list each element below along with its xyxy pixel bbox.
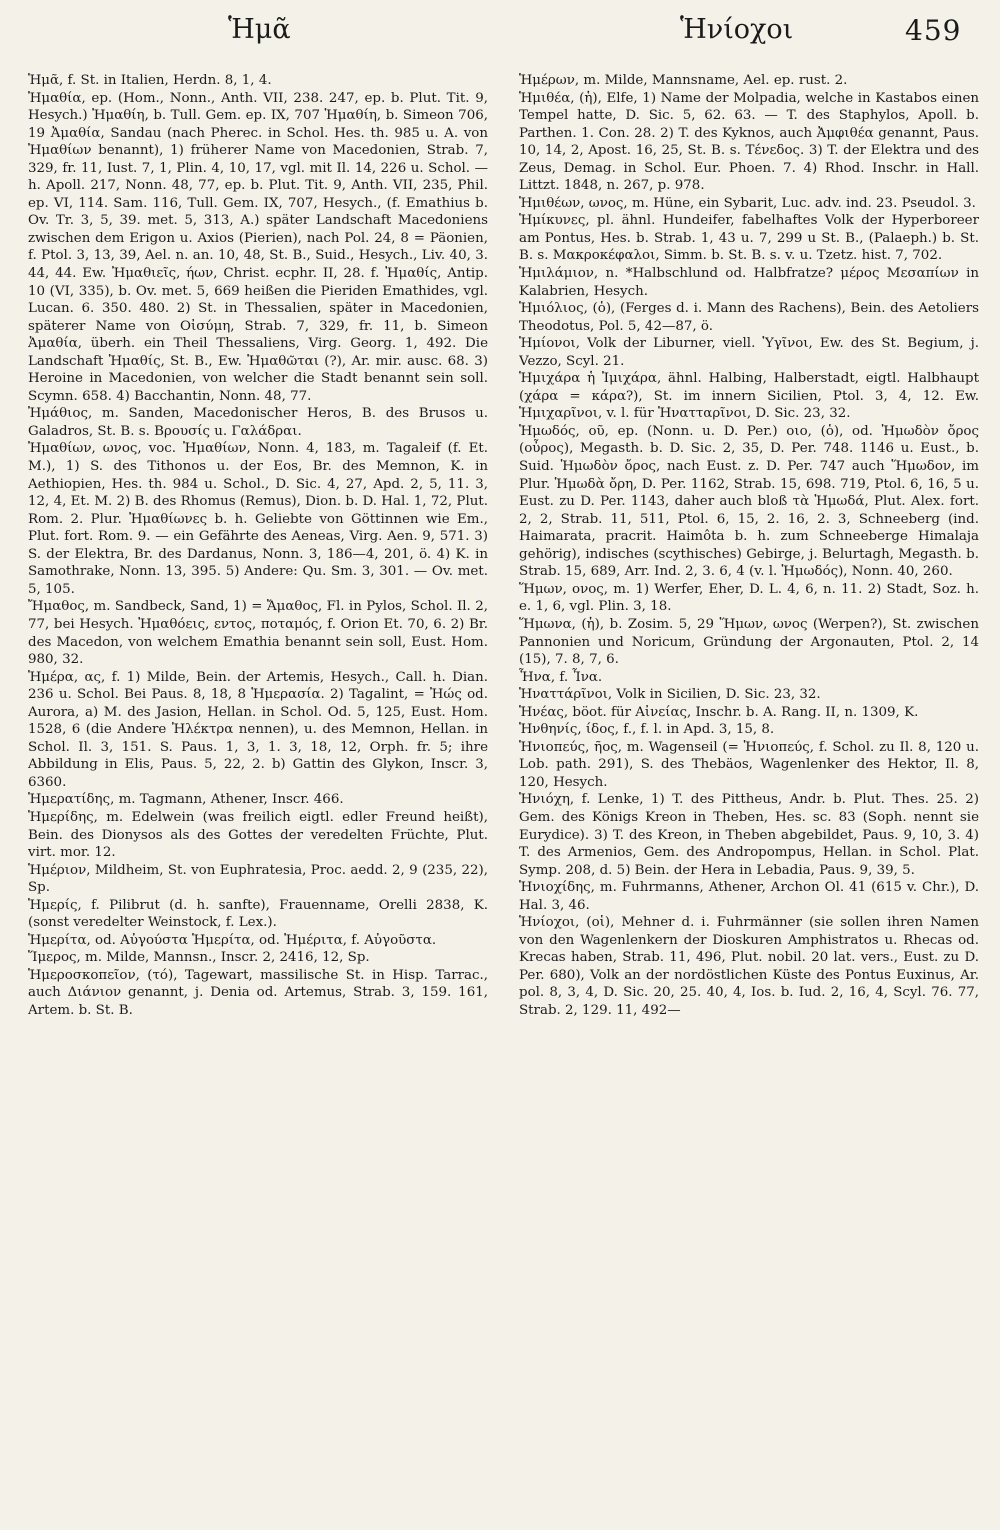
entry: Ἡμίονοι, Volk der Liburner, viell. Ὑγῖνοι, Ew. des St. Begium, j. Vezzo, Scyl. 21. — [519, 336, 979, 369]
entry: Ἡνθηνίς, ίδος, f., f. l. in Apd. 3, 15, 8. — [519, 722, 775, 738]
running-head-left: Ἡμᾶ — [228, 14, 291, 45]
entry: Ἡνιοχίδης, m. Fuhrmanns, Athener, Archon Ol. 41 (615 v. Chr.), D. Hal. 3, 46. — [519, 880, 979, 913]
entry: Ἵμερος, m. Milde, Mannsn., Inscr. 2, 2416, 12, Sp. — [28, 950, 370, 966]
entry: Ἥμωνα, (ἡ), b. Zosim. 5, 29 Ἥμων, ωνος (Werpen?), St. zwischen Pannonien und Noricum, Gründung der Argonauten, Ptol. 2, 14 (15), 7. 8, 7, 6. — [519, 616, 979, 668]
entry: Ἡμερίτα, od. Αὐγούστα Ἡμερίτα, od. Ἠμέριτα, f. Αὐγοῦστα. — [28, 932, 437, 948]
entry: Ἠμαθία, ep. (Hom., Nonn., Anth. VII, 238. 247, ep. b. Plut. Tit. 9, Hesych.) Ἠμαθίη, b. Tull. Gem. ep. IX, 707 Ἡμαθίη, b. Simeon 706, 19 Ἀμαθία, Sandau (nach Pherec. in Schol. Hes. th. 985 u. A. von Ἠμαθίων benannt), 1) früherer Name von Macedonien, Strab. 7, 329, fr. 11, Iust. 7, 1, Plin. 4, 10, 17, vgl. mit Il. 14, 226 u. Schol. — h. Apoll. 217, Nonn. 48, 77, ep. b. Plut. Tit. 9, Anth. VII, 235, Phil. ep. VI, 114. Sam. 116, Tull. Gem. IX, 707, Hesych., (f. Emathius b. Ov. Tr. 3, 5, 39. met. 5, 313, A.) später Landschaft Macedoniens zwischen dem Erigon u. Axios (Pierien), nach Pol. 24, 8 = Päonien, f. Ptol. 3, 13, 39, Ael. n. an. 10, 48, St. B., Suid., Hesych., Liv. 40, 3. 44, 44. Ew. Ἠμαθιεῖς, ήων, Christ. ecphr. II, 28. f. Ἠμαθίς, Antip. 10 (VI, 335), b. Ov. met. 5, 669 heißen die Pieriden Emathides, vgl. Lucan. 6. 350. 480. 2) St. in Thessalien, später in Macedonien, späterer Name von Οἰσύμη, Strab. 7, 329, fr. 11, b. Simeon Ἀμαθία, überh. ein Theil Thessaliens, Virg. Georg. 1, 492. Die Landschaft Ἠμαθίς, St. B., Ew. Ἠμαθῶται (?), Ar. mir. ausc. 68. 3) Heroine in Macedonien, von welcher die Stadt benannt sein soll. Scymn. 658. 4) Bacchantin, Nonn. 48, 77. — [28, 90, 488, 404]
entry: Ἡμέρων, m. Milde, Mannsname, Ael. ep. rust. 2. — [519, 73, 848, 88]
entry: Ἠμάθιος, m. Sanden, Macedonischer Heros, B. des Brusos u. Galadros, St. B. s. Βρουσίς u. Γαλάδραι. — [28, 406, 488, 439]
right-column — [519, 72, 979, 1522]
entry: Ἡμιθέων, ωνος, m. Hüne, ein Sybarit, Luc. adv. ind. 23. Pseudol. 3. — [519, 195, 976, 211]
left-column — [28, 72, 488, 1522]
entry: Ἡμιλάμιον, n. *Halbschlund od. Halbfratze? μέρος Μεσαπίων in Kalabrien, Hesych. — [519, 266, 979, 299]
entry: Ἡναττάρῖνοι, Volk in Sicilien, D. Sic. 23, 32. — [519, 687, 821, 703]
entry: Ἡμιθέα, (ἡ), Elfe, 1) Name der Molpadia, welche in Kastabos einen Tempel hatte, D. Sic. 5, 62. 63. — T. des Staphylos, Apoll. b. Parthen. 1. Con. 28. 2) T. des Kyknos, auch Ἀμφιθέα genannt, Paus. 10, 14, 2, Apost. 16, 25, St. B. s. Τένεδος. 3) T. der Elektra und des Zeus, Demag. in Schol. Eur. Phoen. 7. 4) Rhod. Inschr. in Hall. Littzt. 1848, n. 267, p. 978. — [519, 90, 979, 194]
entry: Ἧνα, f. Ἶνα. — [519, 669, 603, 685]
entry: Ἡμέρα, ας, f. 1) Milde, Bein. der Artemis, Hesych., Call. h. Dian. 236 u. Schol. Bei Paus. 8, 18, 8 Ἡμερασία. 2) Tagalint, = Ἠώς od. Aurora, a) M. des Jasion, Hellan. in Schol. Od. 5, 125, Eust. Hom. 1528, 6 (die Andere Ἠλέκτρα nennen), u. des Memnon, Hellan. in Schol. Il. 3, 151. S. Paus. 1, 3, 1. 3, 18, 12, Orph. fr. 5; ihre Abbildung in Elis, Paus. 5, 22, 2. b) Gattin des Glykon, Inscr. 3, 6360. — [28, 669, 488, 790]
page-number: 459 — [905, 14, 962, 47]
entry: Ἡμεροσκοπεῖον, (τό), Tagewart, massilische St. in Hisp. Tarrac., auch Διάνιον genannt, j. Denia od. Artemus, Strab. 3, 159. 161, Artem. b. St. B. — [28, 967, 488, 1018]
entry: Ἡμερίς, f. Pilibrut (d. h. sanfte), Frauenname, Orelli 2838, K. (sonst veredelter Weinstock, f. Lex.). — [28, 897, 488, 931]
entry: Ἡνέας, böot. für Αἰνείας, Inschr. b. A. Rang. II, n. 1309, K. — [519, 704, 919, 720]
entry: Ἡμᾶ, f. St. in Italien, Herdn. 8, 1, 4. — [28, 73, 272, 88]
entry: Ἡμιχάρα ἡ Ἰμιχάρα, ähnl. Halbing, Halberstadt, eigtl. Halbhaupt (χάρα = κάρα?), St. im innern Sicilien, Ptol. 3, 4, 12. Ew. Ἡμιχαρῖνοι, v. l. für Ἡνατταρῖνοι, D. Sic. 23, 32. — [519, 371, 979, 422]
entry: Ἡμερίδης, m. Edelwein (was freilich eigtl. edler Freund heißt), Bein. des Dionysos als des Gottes der veredelten Früchte, Plut. virt. mor. 12. — [28, 809, 488, 861]
entry: Ἡμιόλιος, (ὁ), (Ferges d. i. Mann des Rachens), Bein. des Aetoliers Theodotus, Pol. 5, 42—87, ö. — [519, 301, 979, 334]
entry: Ἡνίοχοι, (οἱ), Mehner d. i. Fuhrmänner (sie sollen ihren Namen von den Wagenlenkern der Dioskuren Amphistratos u. Rhecas od. Krecas haben, Strab. 11, 496, Plut. nobil. 20 lat. vers., Eust. zu D. Per. 680), Volk an der nordöstlichen Küste des Pontus Euxinus, Ar. pol. 8, 3, 4, D. Sic. 20, 25. 40, 4, Ios. b. Iud. 2, 16, 4, Scyl. 76. 77, Strab. 2, 129. 11, 492— — [519, 915, 979, 1018]
entry: Ἠμαθίων, ωνος, voc. Ἠμαθίων, Nonn. 4, 183, m. Tagaleif (f. Et. M.), 1) S. des Tithonos u. der Eos, Br. des Memnon, K. in Aethiopien, Hes. th. 984 u. Schol., D. Sic. 4, 27, Apd. 2, 5, 11. 3, 12, 4, Et. M. 2) B. des Rhomus (Remus), Dion. b. D. Hal. 1, 72, Plut. Rom. 2. Plur. Ἠμαθίωνες b. h. Geliebte von Göttinnen wie Em., Plut. fort. Rom. 9. — ein Gefährte des Aeneas, Virg. Aen. 9, 571. 3) S. der Elektra, Br. des Dardanus, Nonn. 3, 186—4, 201, ö. 4) K. in Samothrake, Nonn. 13, 395. 5) Andere: Qu. Sm. 3, 301. — Ov. met. 5, 105. — [28, 441, 488, 597]
entry: Ἥμων, ονος, m. 1) Werfer, Eher, D. L. 4, 6, n. 11. 2) Stadt, Soz. h. e. 1, 6, vgl. Plin. 3, 18. — [519, 581, 979, 615]
entry: Ἡνιοπεύς, ῆος, m. Wagenseil (= Ἡνιοπεύς, f. Schol. zu Il. 8, 120 u. Lob. path. 291), S. des Thebäos, Wagenlenker des Hektor, Il. 8, 120, Hesych. — [519, 739, 979, 790]
entry: Ἡμίκυνες, pl. ähnl. Hundeifer, fabelhaftes Volk der Hyperboreer am Pontus, Hes. b. Strab. 1, 43 u. 7, 299 u St. B., (Palaeph.) b. St. B. s. Μακροκέφαλοι, Simm. b. St. B. s. v. u. Tzetz. hist. 7, 702. — [519, 213, 979, 264]
entry: Ἡμέριον, Mildheim, St. von Euphratesia, Proc. aedd. 2, 9 (235, 22), Sp. — [28, 862, 488, 896]
entry: Ἡμωδός, οῦ, ep. (Nonn. u. D. Per.) οιο, (ὁ), od. Ἠμωδὸν ὄρος (οὖρος), Megasth. b. D. Sic. 2, 35, D. Per. 748. 1146 u. Eust., b. Suid. Ἡμωδὸν ὄρος, nach Eust. z. D. Per. 747 auch Ἥμωδον, im Plur. Ἡμωδὰ ὄρη, D. Per. 1162, Strab. 15, 698. 719, Ptol. 6, 16, 5 u. Eust. zu D. Per. 1143, daher auch bloß τὰ Ἡμωδά, Plut. Alex. fort. 2, 2, Strab. 11, 511, Ptol. 6, 15, 2. 16, 2. 3, Schneeberg (ind. Haimarata, pracrit. Haimôta b. h. zum Schneeberge Himalaja gehörig), indisches (scythisches) Gebirge, j. Belurtagh, Megasth. b. Strab. 15, 689, Arr. Ind. 2, 3. 6, 4 (v. l. Ἡμωδός), Nonn. 40, 260. — [519, 423, 979, 580]
entry: Ἡνιόχη, f. Lenke, 1) T. des Pittheus, Andr. b. Plut. Thes. 25. 2) Gem. des Königs Kreon in Theben, Hes. sc. 83 (Soph. nennt sie Eurydice). 3) T. des Kreon, in Theben abgebildet, Paus. 9, 10, 3. 4) T. des Armenios, Gem. des Andropompus, Hellan. in Schol. Plat. Symp. 208, d. 5) Bein. der Hera in Lebadia, Paus. 9, 39, 5. — [519, 792, 979, 878]
running-head-right: Ἡνίοχοι — [680, 14, 794, 45]
entry: Ἡμερατίδης, m. Tagmann, Athener, Inscr. 466. — [28, 792, 344, 808]
entry: Ἤμαθος, m. Sandbeck, Sand, 1) = Ἄμαθος, Fl. in Pylos, Schol. Il. 2, 77, bei Hesych. Ἠμαθόεις, εντος, ποταμός, f. Orion Et. 70, 6. 2) Br. des Macedon, von welchem Emathia benannt sein soll, Eust. Hom. 980, 32. — [28, 599, 488, 668]
